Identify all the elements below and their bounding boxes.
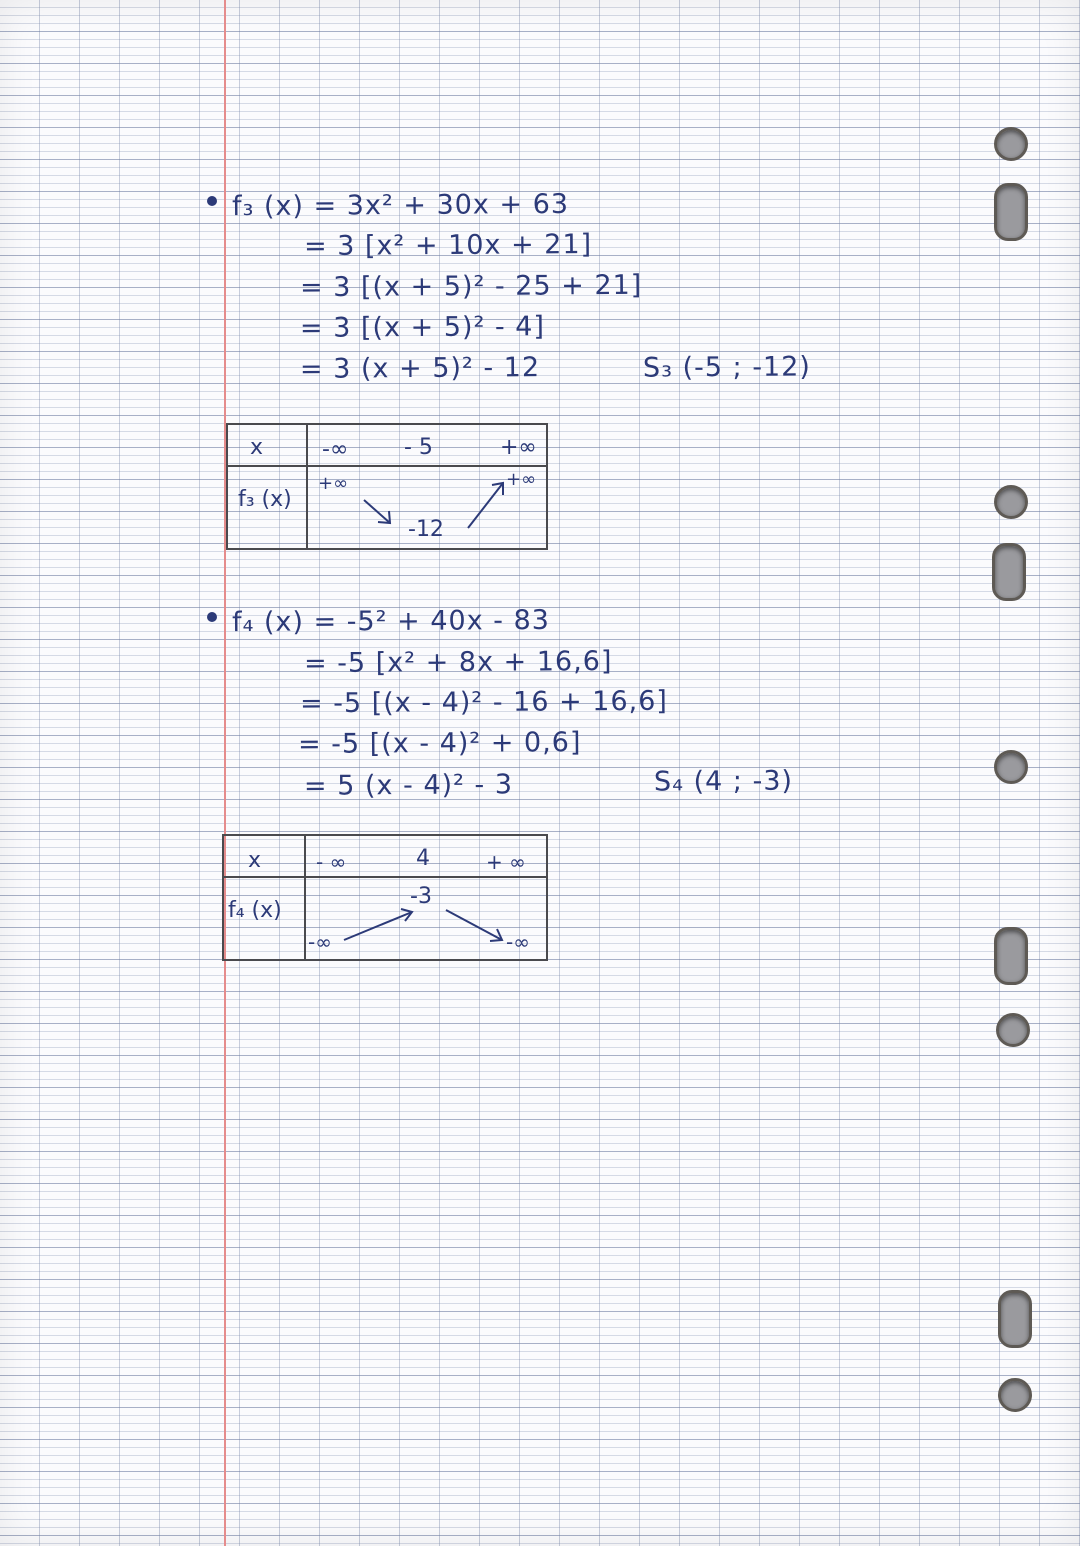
equation-line: = 3 [(x + 5)² - 25 + 21]: [299, 269, 643, 304]
equation-line: = 3 [x² + 10x + 21]: [303, 228, 593, 263]
table-header-x: x: [250, 435, 264, 460]
table-cell: +∞: [506, 469, 537, 490]
equation-line: = 3 (x + 5)² - 12: [299, 352, 541, 385]
binder-hole: [998, 1290, 1032, 1348]
binder-hole: [994, 927, 1028, 985]
table-header-f: f₄ (x): [228, 898, 282, 923]
equation-line: f₃ (x) = 3x² + 30x + 63: [231, 188, 570, 223]
table-cell: -∞: [308, 930, 332, 954]
table-cell: -12: [408, 517, 444, 542]
table-cell: +∞: [500, 435, 537, 460]
table-cell: - ∞: [316, 850, 347, 874]
binder-hole: [994, 485, 1028, 519]
binder-hole: [994, 750, 1028, 784]
decreasing-arrow: [224, 836, 546, 959]
bullet-point: [207, 612, 217, 622]
table-cell: +∞: [318, 473, 349, 494]
bullet-point: [207, 196, 217, 206]
margin-line: [224, 0, 226, 1546]
binder-hole: [992, 543, 1026, 601]
equation-line: = -5 [(x - 4)² - 16 + 16,6]: [299, 685, 669, 720]
equation-line: = -5 [(x - 4)² + 0,6]: [297, 727, 582, 760]
table-cell: + ∞: [486, 850, 526, 874]
equation-line: = 3 [(x + 5)² - 4]: [299, 311, 546, 344]
table-cell: -3: [410, 884, 432, 909]
binder-hole: [996, 1013, 1030, 1047]
summit-label: S₄ (4 ; -3): [653, 765, 794, 798]
equation-line: f₄ (x) = -5² + 40x - 83: [231, 604, 550, 639]
summit-label: S₃ (-5 ; -12): [642, 351, 812, 384]
table-header-f: f₃ (x): [238, 487, 292, 512]
equation-line: = -5 [x² + 8x + 16,6]: [303, 645, 613, 680]
variation-table: [222, 834, 548, 961]
table-cell: -∞: [322, 437, 349, 462]
table-cell: - 5: [404, 435, 433, 460]
table-cell: -∞: [506, 930, 530, 954]
table-cell: 4: [416, 846, 430, 871]
binder-hole: [994, 183, 1028, 241]
equation-line: = 5 (x - 4)² - 3: [303, 769, 514, 802]
table-header-x: x: [248, 848, 262, 873]
variation-table: [226, 423, 548, 550]
increasing-arrow: [228, 425, 546, 548]
binder-hole: [994, 127, 1028, 161]
binder-hole: [998, 1378, 1032, 1412]
